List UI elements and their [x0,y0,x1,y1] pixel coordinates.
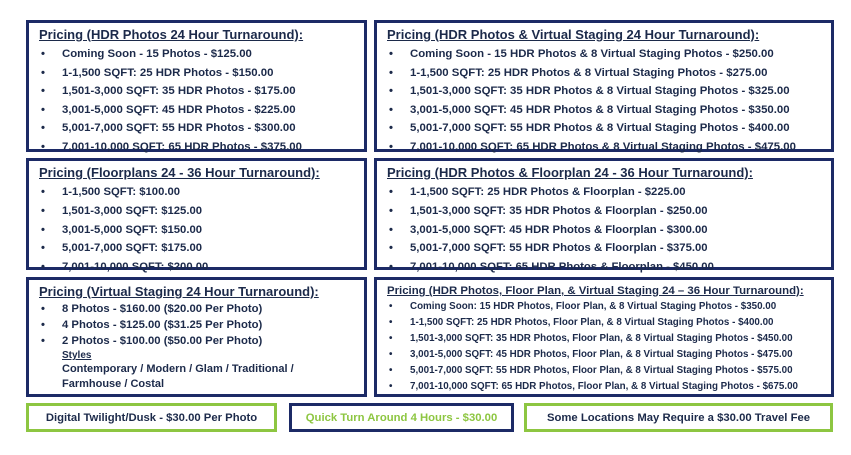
list-item: • 3,001-5,000 SQFT: 45 HDR Photos - $225.00 [39,101,356,120]
list-item: • 5,001-7,000 SQFT: 55 HDR Photos & 8 Virtual Staging Photos - $400.00 [387,119,823,138]
list-item: • 1,501-3,000 SQFT: 35 HDR Photos & Floorplan - $250.00 [387,202,823,221]
list-item: • Coming Soon: 15 HDR Photos, Floor Plan, & 8 Virtual Staging Photos - $350.00 [387,299,823,315]
list-item: • 5,001-7,000 SQFT: 55 HDR Photos, Floor Plan, & 8 Virtual Staging Photos - $575.00 [387,363,823,379]
list-item: • 1-1,500 SQFT: 25 HDR Photos & Floorplan - $225.00 [387,183,823,202]
pricing-hdr-photos-list [39,45,356,157]
list-item: • 1-1,500 SQFT: 25 HDR Photos - $150.00 [39,64,356,83]
quick-turn-text: Quick Turn Around 4 Hours - $30.00 [305,411,498,424]
pricing-hdr-photos-box [26,20,367,152]
list-item: • 7,001-10,000 SQFT: 65 HDR Photos & Floorplan - $450.00 [387,258,823,277]
pricing-virtual-staging-title: Pricing (Virtual Staging 24 Hour Turnaround): [39,284,319,299]
list-item: • 3,001-5,000 SQFT: 45 HDR Photos, Floor Plan, & 8 Virtual Staging Photos - $475.00 [387,347,823,363]
list-item: • 7,001-10,000 SQFT: 65 HDR Photos, Floor Plan, & 8 Virtual Staging Photos - $675.00 [387,379,823,395]
pricing-hdr-floorplan-staging-title: Pricing (HDR Photos, Floor Plan, & Virtual Staging 24 – 36 Hour Turnaround): [387,285,804,297]
list-item: • Coming Soon - 15 HDR Photos & 8 Virtual Staging Photos - $250.00 [387,45,823,64]
list-item: • 3,001-5,000 SQFT: 45 HDR Photos & 8 Virtual Staging Photos - $350.00 [387,101,823,120]
list-item: • 5,001-7,000 SQFT: $175.00 [39,239,356,258]
list-item: • 8 Photos - $160.00 ($20.00 Per Photo) [39,301,356,317]
list-item: • 5,001-7,000 SQFT: 55 HDR Photos - $300.00 [39,119,356,138]
styles-line-1: Contemporary / Modern / Glam / Traditional / [62,363,294,375]
pricing-hdr-floorplan-staging-list [387,299,823,395]
list-item: • 1,501-3,000 SQFT: 35 HDR Photos, Floor Plan, & 8 Virtual Staging Photos - $450.00 [387,331,823,347]
list-item: • 7,001-10,000 SQFT: $200.00 [39,258,356,277]
pricing-hdr-photos-title: Pricing (HDR Photos 24 Hour Turnaround): [39,27,304,42]
pricing-floorplans-box [26,158,367,274]
pricing-virtual-staging-list [39,301,356,349]
pricing-hdr-virtual-staging-box [374,20,834,152]
travel-fee-badge [524,403,833,432]
list-item: • 1-1,500 SQFT: 25 HDR Photos & 8 Virtual Staging Photos - $275.00 [387,64,823,83]
styles-label: Styles [62,350,92,361]
pricing-hdr-floorplan-box [374,158,834,274]
pricing-floorplans-title: Pricing (Floorplans 24 - 36 Hour Turnaround): [39,165,320,180]
quick-turn-badge [289,403,514,432]
pricing-hdr-floorplan-staging-box [374,277,834,397]
list-item: • 3,001-5,000 SQFT: $150.00 [39,221,356,240]
pricing-floorplans-list [39,183,356,277]
list-item: • 7,001-10,000 SQFT: 65 HDR Photos - $375.00 [39,138,356,157]
list-item: • 1,501-3,000 SQFT: 35 HDR Photos & 8 Virtual Staging Photos - $325.00 [387,82,823,101]
pricing-hdr-virtual-staging-title: Pricing (HDR Photos & Virtual Staging 24 Hour Turnaround): [387,27,760,42]
travel-fee-text: Some Locations May Require a $30.00 Travel Fee [546,411,811,424]
list-item: • 4 Photos - $125.00 ($31.25 Per Photo) [39,317,356,333]
list-item: • 1,501-3,000 SQFT: $125.00 [39,202,356,221]
list-item: • 5,001-7,000 SQFT: 55 HDR Photos & Floorplan - $375.00 [387,239,823,258]
list-item: • 1-1,500 SQFT: 25 HDR Photos, Floor Plan, & 8 Virtual Staging Photos - $400.00 [387,315,823,331]
pricing-hdr-virtual-staging-list [387,45,823,157]
list-item: • 1,501-3,000 SQFT: 35 HDR Photos - $175.00 [39,82,356,101]
twilight-badge [26,403,277,432]
twilight-text: Digital Twilight/Dusk - $30.00 Per Photo [45,411,258,424]
pricing-hdr-floorplan-list [387,183,823,277]
list-item: • 2 Photos - $100.00 ($50.00 Per Photo) [39,333,356,349]
list-item: • Coming Soon - 15 Photos - $125.00 [39,45,356,64]
list-item: • 7,001-10,000 SQFT: 65 HDR Photos & 8 Virtual Staging Photos - $475.00 [387,138,823,157]
styles-line-2: Farmhouse / Costal [62,378,165,390]
pricing-hdr-floorplan-title: Pricing (HDR Photos & Floorplan 24 - 36 Hour Turnaround): [387,165,753,180]
list-item: • 1-1,500 SQFT: $100.00 [39,183,356,202]
pricing-virtual-staging-box [26,277,367,397]
list-item: • 3,001-5,000 SQFT: 45 HDR Photos & Floorplan - $300.00 [387,221,823,240]
